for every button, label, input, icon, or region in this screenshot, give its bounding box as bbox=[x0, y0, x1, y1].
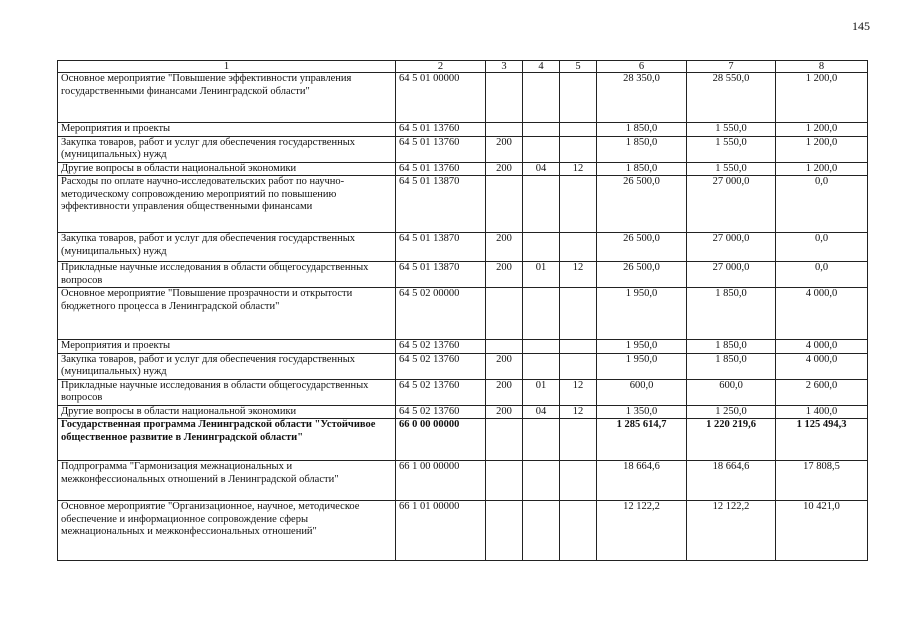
page-number: 145 bbox=[852, 19, 870, 33]
table-row bbox=[58, 405, 868, 419]
row-col3 bbox=[486, 73, 523, 123]
row-name: Другие вопросы в области национальной экономики bbox=[58, 405, 396, 419]
row-col4: 04 bbox=[523, 405, 560, 419]
table-row bbox=[58, 262, 868, 288]
row-col3: 200 bbox=[486, 136, 523, 162]
row-col3 bbox=[486, 288, 523, 340]
row-code: 64 5 01 13870 bbox=[396, 176, 486, 233]
row-col4 bbox=[523, 176, 560, 233]
row-name: Подпрограмма "Гармонизация межнациональных и межконфессиональных отношений в Ленинградской области" bbox=[58, 461, 396, 501]
row-value-6: 12 122,2 bbox=[597, 501, 687, 561]
row-value-6: 1 850,0 bbox=[597, 162, 687, 176]
row-col3: 200 bbox=[486, 405, 523, 419]
row-value-8: 1 200,0 bbox=[776, 123, 868, 137]
row-value-6: 1 350,0 bbox=[597, 405, 687, 419]
row-value-7: 1 550,0 bbox=[687, 162, 776, 176]
row-value-7: 1 850,0 bbox=[687, 340, 776, 354]
row-value-6: 1 950,0 bbox=[597, 353, 687, 379]
row-name: Основное мероприятие "Повышение прозрачности и открытости бюджетного процесса в Ленинградской области" bbox=[58, 288, 396, 340]
row-value-6: 1 850,0 bbox=[597, 123, 687, 137]
row-col4 bbox=[523, 461, 560, 501]
row-value-6: 1 950,0 bbox=[597, 340, 687, 354]
table-row bbox=[58, 353, 868, 379]
header-cell-6: 6 bbox=[597, 61, 687, 73]
row-col4 bbox=[523, 136, 560, 162]
row-code: 64 5 01 13760 bbox=[396, 136, 486, 162]
row-code: 66 1 01 00000 bbox=[396, 501, 486, 561]
row-col4 bbox=[523, 340, 560, 354]
row-col3: 200 bbox=[486, 233, 523, 262]
row-col4: 04 bbox=[523, 162, 560, 176]
row-value-7: 1 250,0 bbox=[687, 405, 776, 419]
row-col4 bbox=[523, 353, 560, 379]
row-col4 bbox=[523, 73, 560, 123]
row-code: 64 5 02 13760 bbox=[396, 353, 486, 379]
row-value-7: 1 220 219,6 bbox=[687, 419, 776, 461]
row-col5 bbox=[560, 353, 597, 379]
header-cell-4: 4 bbox=[523, 61, 560, 73]
row-col4 bbox=[523, 123, 560, 137]
row-value-7: 1 850,0 bbox=[687, 353, 776, 379]
row-col4 bbox=[523, 501, 560, 561]
row-value-6: 26 500,0 bbox=[597, 233, 687, 262]
row-value-7: 1 550,0 bbox=[687, 136, 776, 162]
row-value-8: 1 400,0 bbox=[776, 405, 868, 419]
row-value-7: 27 000,0 bbox=[687, 233, 776, 262]
row-col5 bbox=[560, 340, 597, 354]
row-col4: 01 bbox=[523, 262, 560, 288]
row-col5 bbox=[560, 419, 597, 461]
row-col3: 200 bbox=[486, 162, 523, 176]
row-value-8: 0,0 bbox=[776, 176, 868, 233]
row-value-8: 0,0 bbox=[776, 262, 868, 288]
row-col3 bbox=[486, 461, 523, 501]
row-name: Мероприятия и проекты bbox=[58, 123, 396, 137]
row-name: Основное мероприятие "Организационное, научное, методическое обеспечение и информационное сопровождение сферы межнациональных и межконфессиональных отношений" bbox=[58, 501, 396, 561]
row-name: Закупка товаров, работ и услуг для обеспечения государственных (муниципальных) нужд bbox=[58, 233, 396, 262]
table-row bbox=[58, 461, 868, 501]
row-value-6: 1 950,0 bbox=[597, 288, 687, 340]
row-col5 bbox=[560, 73, 597, 123]
row-col5: 12 bbox=[560, 379, 597, 405]
row-col5 bbox=[560, 288, 597, 340]
header-cell-1: 1 bbox=[58, 61, 396, 73]
row-value-7: 27 000,0 bbox=[687, 176, 776, 233]
row-code: 66 1 00 00000 bbox=[396, 461, 486, 501]
row-col3 bbox=[486, 501, 523, 561]
row-name: Государственная программа Ленинградской области "Устойчивое общественное развитие в Ленинградской области" bbox=[58, 419, 396, 461]
row-name: Прикладные научные исследования в области общегосударственных вопросов bbox=[58, 262, 396, 288]
header-cell-3: 3 bbox=[486, 61, 523, 73]
row-value-8: 4 000,0 bbox=[776, 288, 868, 340]
header-cell-5: 5 bbox=[560, 61, 597, 73]
row-col3: 200 bbox=[486, 262, 523, 288]
row-value-7: 28 550,0 bbox=[687, 73, 776, 123]
table-row bbox=[58, 288, 868, 340]
row-col3 bbox=[486, 340, 523, 354]
row-value-8: 17 808,5 bbox=[776, 461, 868, 501]
row-col5 bbox=[560, 123, 597, 137]
row-code: 64 5 01 13760 bbox=[396, 162, 486, 176]
row-value-6: 1 850,0 bbox=[597, 136, 687, 162]
row-name: Другие вопросы в области национальной экономики bbox=[58, 162, 396, 176]
row-col4 bbox=[523, 233, 560, 262]
row-name: Закупка товаров, работ и услуг для обеспечения государственных (муниципальных) нужд bbox=[58, 136, 396, 162]
row-name: Основное мероприятие "Повышение эффективности управления государственными финансами Ленинградской области" bbox=[58, 73, 396, 123]
row-value-7: 12 122,2 bbox=[687, 501, 776, 561]
table-row bbox=[58, 233, 868, 262]
row-col4: 01 bbox=[523, 379, 560, 405]
header-cell-7: 7 bbox=[687, 61, 776, 73]
row-value-8: 1 200,0 bbox=[776, 162, 868, 176]
row-col4 bbox=[523, 288, 560, 340]
row-value-8: 1 125 494,3 bbox=[776, 419, 868, 461]
row-value-8: 4 000,0 bbox=[776, 353, 868, 379]
row-col5 bbox=[560, 461, 597, 501]
table-row bbox=[58, 501, 868, 561]
row-col5 bbox=[560, 136, 597, 162]
row-code: 64 5 01 13760 bbox=[396, 123, 486, 137]
row-value-7: 600,0 bbox=[687, 379, 776, 405]
row-name: Закупка товаров, работ и услуг для обеспечения государственных (муниципальных) нужд bbox=[58, 353, 396, 379]
row-col5: 12 bbox=[560, 405, 597, 419]
budget-table bbox=[57, 60, 868, 561]
table-row bbox=[58, 419, 868, 461]
row-value-8: 0,0 bbox=[776, 233, 868, 262]
row-value-7: 1 850,0 bbox=[687, 288, 776, 340]
row-value-8: 2 600,0 bbox=[776, 379, 868, 405]
row-col5: 12 bbox=[560, 162, 597, 176]
row-col5: 12 bbox=[560, 262, 597, 288]
row-value-7: 18 664,6 bbox=[687, 461, 776, 501]
row-value-6: 26 500,0 bbox=[597, 176, 687, 233]
row-code: 64 5 01 13870 bbox=[396, 233, 486, 262]
row-value-8: 1 200,0 bbox=[776, 73, 868, 123]
row-col5 bbox=[560, 176, 597, 233]
row-col3 bbox=[486, 176, 523, 233]
row-value-8: 10 421,0 bbox=[776, 501, 868, 561]
row-code: 64 5 02 00000 bbox=[396, 288, 486, 340]
row-code: 66 0 00 00000 bbox=[396, 419, 486, 461]
row-col3 bbox=[486, 419, 523, 461]
header-cell-8: 8 bbox=[776, 61, 868, 73]
row-code: 64 5 01 00000 bbox=[396, 73, 486, 123]
row-value-7: 27 000,0 bbox=[687, 262, 776, 288]
table-row bbox=[58, 123, 868, 137]
row-value-8: 1 200,0 bbox=[776, 136, 868, 162]
row-value-6: 1 285 614,7 bbox=[597, 419, 687, 461]
row-name: Мероприятия и проекты bbox=[58, 340, 396, 354]
table-row bbox=[58, 176, 868, 233]
row-col3 bbox=[486, 123, 523, 137]
row-value-7: 1 550,0 bbox=[687, 123, 776, 137]
row-value-6: 28 350,0 bbox=[597, 73, 687, 123]
table-row bbox=[58, 136, 868, 162]
row-col5 bbox=[560, 501, 597, 561]
row-value-6: 26 500,0 bbox=[597, 262, 687, 288]
row-code: 64 5 02 13760 bbox=[396, 405, 486, 419]
header-cell-2: 2 bbox=[396, 61, 486, 73]
row-col3: 200 bbox=[486, 379, 523, 405]
row-name: Прикладные научные исследования в области общегосударственных вопросов bbox=[58, 379, 396, 405]
row-value-6: 600,0 bbox=[597, 379, 687, 405]
row-col5 bbox=[560, 233, 597, 262]
row-name: Расходы по оплате научно-исследовательских работ по научно-методическому сопровождению мероприятий по повышению эффективности управления общественными финансами bbox=[58, 176, 396, 233]
row-value-8: 4 000,0 bbox=[776, 340, 868, 354]
table-row bbox=[58, 379, 868, 405]
row-code: 64 5 02 13760 bbox=[396, 340, 486, 354]
row-value-6: 18 664,6 bbox=[597, 461, 687, 501]
row-code: 64 5 01 13870 bbox=[396, 262, 486, 288]
table-row bbox=[58, 162, 868, 176]
row-col3: 200 bbox=[486, 353, 523, 379]
table-row bbox=[58, 73, 868, 123]
row-code: 64 5 02 13760 bbox=[396, 379, 486, 405]
header-row bbox=[58, 61, 868, 73]
row-col4 bbox=[523, 419, 560, 461]
table-row bbox=[58, 340, 868, 354]
